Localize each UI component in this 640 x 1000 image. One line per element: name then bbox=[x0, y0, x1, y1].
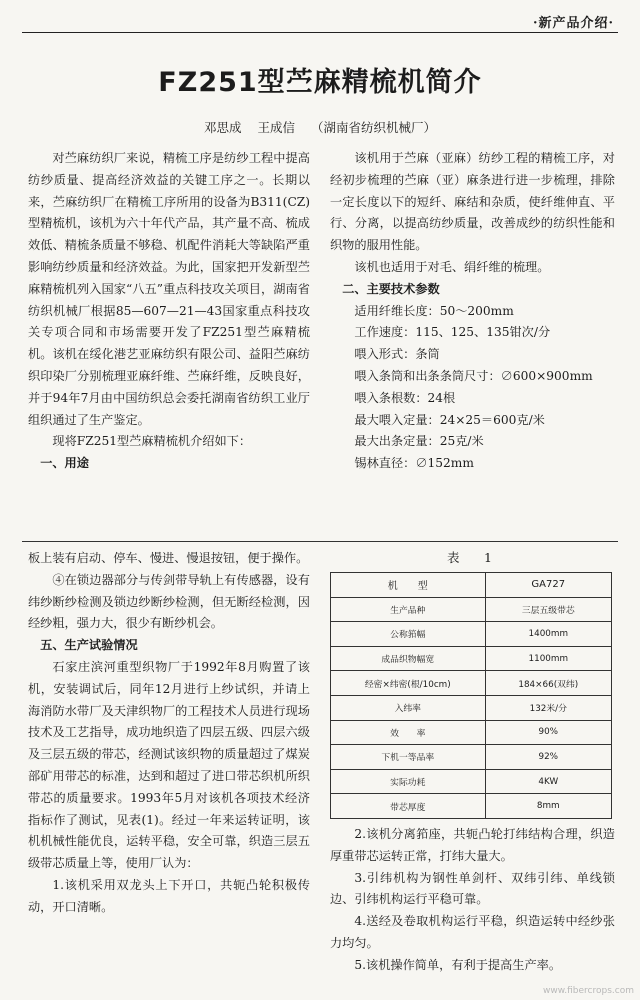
table-cell-key: 入纬率 bbox=[331, 695, 486, 720]
param-line: 适用纤维长度：50～200mm bbox=[354, 303, 514, 318]
table-cell-key: 生产品种 bbox=[331, 597, 486, 622]
author-affiliation: （湖南省纺织机械厂） bbox=[310, 120, 436, 135]
table-cell-value: 184×66(双纬) bbox=[485, 671, 611, 696]
table-header-row bbox=[331, 573, 612, 598]
list-item: 3.引纬机构为钢性单剑杆、双纬引纬、单线锁边、引纬机构运行平稳可靠。 bbox=[330, 870, 615, 907]
author-line bbox=[0, 118, 640, 136]
table-cell-value: 132米/分 bbox=[485, 695, 611, 720]
table-cell-key: 下机一等品率 bbox=[331, 745, 486, 770]
param-line: 工作速度：115、125、135钳次/分 bbox=[354, 325, 551, 340]
table-cell-value: 1400mm bbox=[485, 622, 611, 647]
table-row bbox=[331, 671, 612, 696]
table-cell-value: 三层五级带芯 bbox=[485, 597, 611, 622]
left-column-bottom bbox=[28, 548, 310, 919]
table-cell-value: 90% bbox=[485, 720, 611, 745]
param-line: 喂入形式：条筒 bbox=[354, 347, 440, 362]
list-item: 2.该机分离筘座，共轭凸轮打纬结构合理，织造厚重带芯运转正常，打纬大量大。 bbox=[330, 827, 615, 863]
list-item: 1.该机采用双龙头上下开口，共轭凸轮积极传动，开口清晰。 bbox=[28, 877, 310, 914]
intro-paragraph-2: 现将FZ251型苎麻精梳机介绍如下： bbox=[52, 434, 252, 449]
author-2: 王成信 bbox=[257, 120, 295, 135]
param-line: 最大出条定量：25克/米 bbox=[354, 434, 484, 449]
usage-paragraph: 该机用于苎麻（亚麻）纺纱工程的精梳工序，对经初步梳理的苎麻（亚）麻条进行进一步梳理，排除一定长度以下的短纤、麻结和杂质，使纤维伸直、平行、分离，以提高纺纱质量，改善成纱的纺织性能和织物的服用性能。 bbox=[330, 151, 615, 253]
param-line: 喂入条筒和出条条筒尺寸：∅600×900mm bbox=[354, 368, 593, 383]
param-line: 喂入条根数：24根 bbox=[354, 390, 456, 405]
table-row bbox=[331, 646, 612, 671]
table-row bbox=[331, 622, 612, 647]
section-divider bbox=[22, 541, 618, 542]
table-cell-value: 1100mm bbox=[485, 646, 611, 671]
spec-table bbox=[330, 572, 612, 819]
right-column-top bbox=[330, 148, 615, 475]
table-row bbox=[331, 745, 612, 770]
section-heading-trial: 五、生产试验情况 bbox=[40, 638, 138, 653]
section-heading-params: 二、主要技术参数 bbox=[342, 281, 440, 296]
usage-paragraph-2: 该机也适用于对毛、绢纤维的梳理。 bbox=[354, 259, 550, 274]
table-cell-value: 8mm bbox=[485, 794, 611, 819]
table-cell-key: 实际功耗 bbox=[331, 769, 486, 794]
table-cell-value: 4KW bbox=[485, 769, 611, 794]
table-cell-key: 公称筘幅 bbox=[331, 622, 486, 647]
table-row bbox=[331, 769, 612, 794]
left-column-top bbox=[28, 148, 310, 475]
intro-paragraph: 对苎麻纺织厂来说，精梳工序是纺纱工程中提高纺纱质量、提高经济效益的关键工序之一。长期以来，苎麻纺织厂在精梳工序所用的设备为B311(CZ)型精梳机，该机为六十年代产品，其产量不高、梳成效低、精梳条质量不够稳、机配件消耗大等缺陷严重影响纺纱质量和经济效益。为此，国家把开发新型苎麻精梳机列入国家“八五”重点科技攻关项目，湖南省纺织机械厂根据85—607—21—43国家重点科技攻关专项合同和市场需要开发了FZ251型苎麻精梳机。该机在绥化港艺亚麻纺织有限公司、益阳苎麻纺织印染厂分别梳理亚麻纤维、苎麻纤维，反映良好，并于94年7月由中国纺织总会委托湖南省纺织工业厅组织通过了生产鉴定。 bbox=[28, 151, 310, 427]
site-watermark: www.fibercrops.com bbox=[543, 986, 634, 996]
table-row bbox=[331, 720, 612, 745]
table-cell-key: 成品织物幅宽 bbox=[331, 646, 486, 671]
param-line: 锡林直径：∅152mm bbox=[354, 456, 474, 471]
body-paragraph: 石家庄滨河重型织物厂于1992年8月购置了该机，安装调试后，同年12月进行上纱试织，并请上海消防水带厂及天津织物厂的工程技术人员进行现场技术及工艺指导，成功地织造了四层五级、四层六级及三层五级的带芯，经测试该织物的质量超过了煤炭部矿用带芯的标准，达到和超过了进口带芯织机所织带芯的质量要求。1993年5月对该机各项技术经济指标作了测试，见表(1)。经过一年来运转证明，该机机械性能优良，运转平稳，安全可靠，织造三层五级带芯质量上等，使用厂认为： bbox=[28, 659, 310, 871]
table-cell-key: 经密×纬密(根/10cm) bbox=[331, 671, 486, 696]
table-header-value: GA727 bbox=[485, 573, 611, 598]
section-heading-usage: 一、用途 bbox=[40, 456, 89, 471]
param-line: 最大喂入定量：24×25＝600克/米 bbox=[354, 412, 545, 427]
table-caption: 表 1 bbox=[447, 550, 498, 565]
section-label: ·新产品介绍· bbox=[532, 16, 614, 31]
right-column-bottom bbox=[330, 824, 615, 977]
top-rule bbox=[22, 32, 618, 33]
author-1: 邓思成 bbox=[203, 120, 242, 135]
table-row bbox=[331, 695, 612, 720]
table-cell-key: 带芯厚度 bbox=[331, 794, 486, 819]
list-item: 4.送经及卷取机构运行平稳，织造运转中经纱张力均匀。 bbox=[330, 914, 615, 950]
table-header-key: 机 型 bbox=[331, 573, 486, 598]
table-row bbox=[331, 794, 612, 819]
body-paragraph: ④在锁边器部分与传剑带导轨上有传感器，设有纬纱断纱检测及锁边纱断纱检测，但无断经检测，因经纱粗，强力大，很少有断纱机会。 bbox=[28, 572, 310, 631]
article-title: FZ251型苎麻精梳机简介 bbox=[158, 67, 482, 98]
table-row bbox=[331, 597, 612, 622]
list-item: 5.该机操作简单，有利于提高生产率。 bbox=[354, 957, 562, 972]
table-cell-value: 92% bbox=[485, 745, 611, 770]
table-cell-key: 效 率 bbox=[331, 720, 486, 745]
body-paragraph: 板上装有启动、停车、慢进、慢退按钮，便于操作。 bbox=[28, 551, 309, 565]
